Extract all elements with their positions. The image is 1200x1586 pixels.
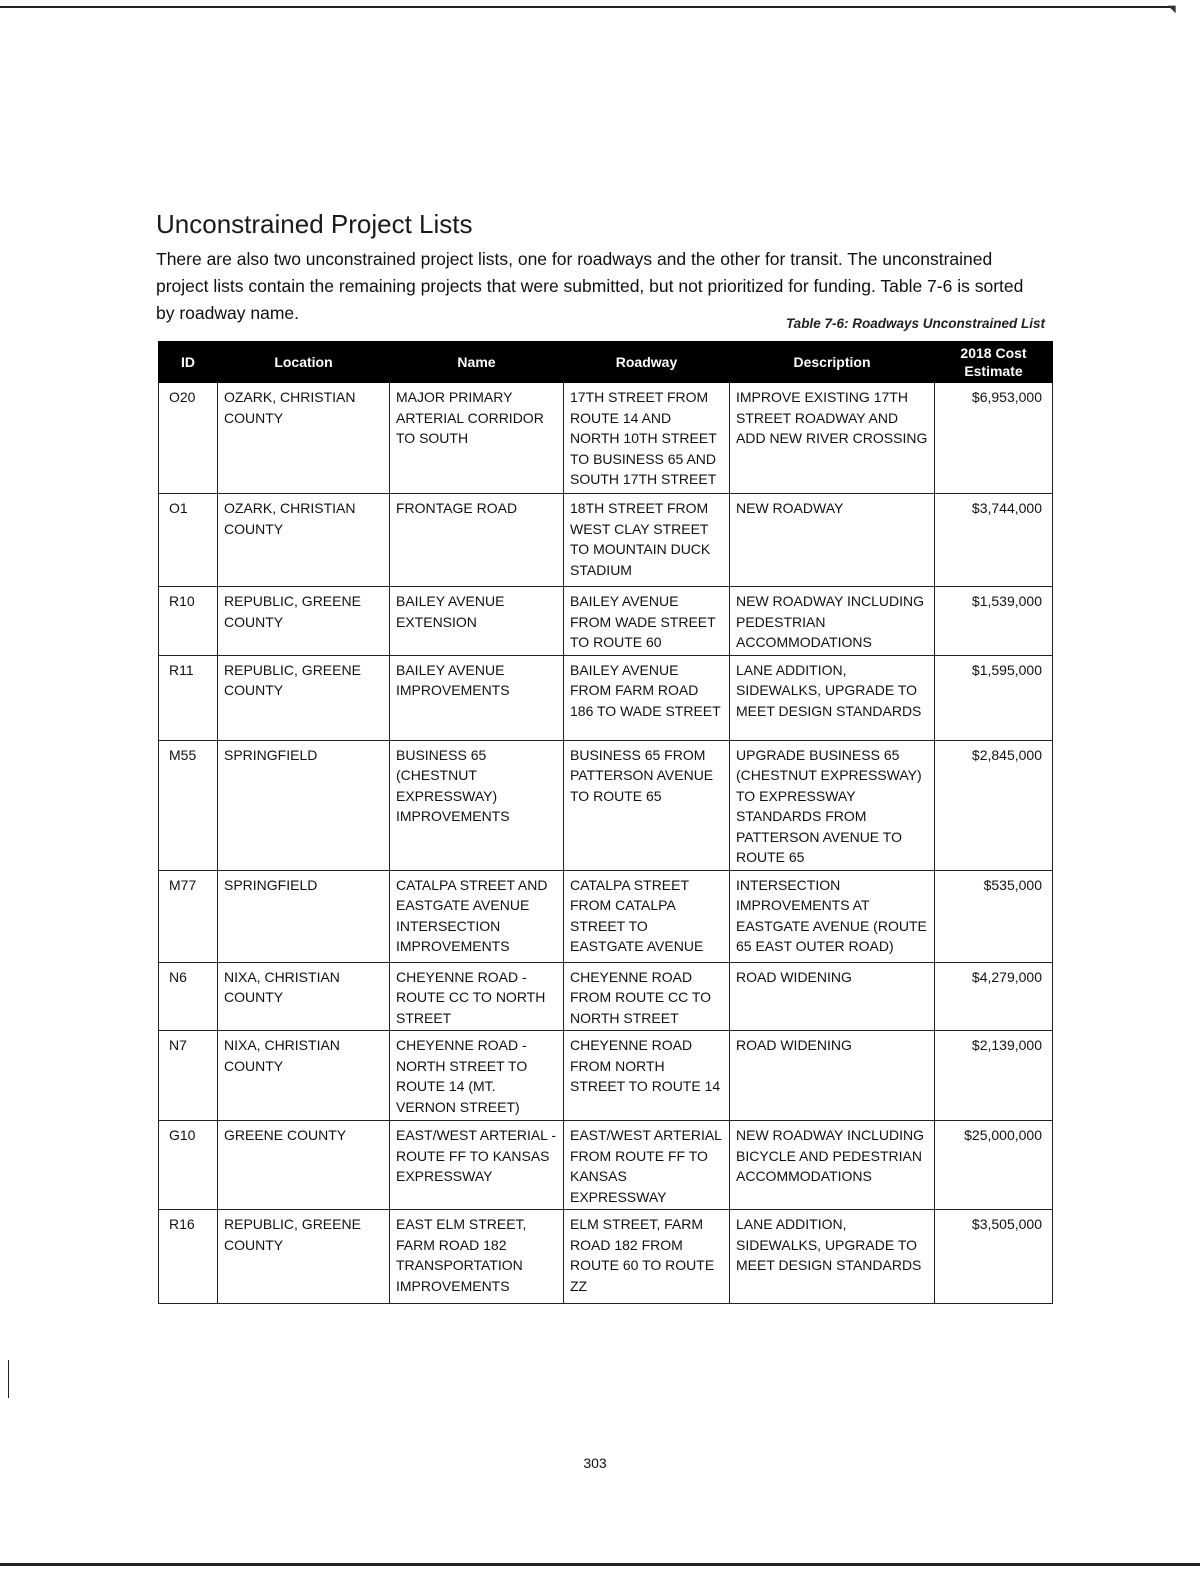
cell-cost: $2,845,000	[935, 740, 1053, 870]
cell-cost: $535,000	[935, 870, 1053, 962]
section-heading: Unconstrained Project Lists	[156, 209, 473, 239]
table-header-row	[159, 342, 1053, 383]
cell-name: CATALPA STREET AND EASTGATE AVENUE INTERSECTION IMPROVEMENTS	[390, 870, 564, 962]
header-roadway: Roadway	[564, 342, 730, 383]
cell-name: BAILEY AVENUE EXTENSION	[390, 587, 564, 656]
cell-location: SPRINGFIELD	[218, 740, 390, 870]
cell-roadway: 18TH STREET FROM WEST CLAY STREET TO MOUNTAIN DUCK STADIUM	[564, 494, 730, 587]
cell-description: INTERSECTION IMPROVEMENTS AT EASTGATE AVENUE (ROUTE 65 EAST OUTER ROAD)	[730, 870, 935, 962]
cell-id: M77	[159, 870, 218, 962]
page-number: 303	[583, 1455, 607, 1471]
table-row	[159, 1210, 1053, 1304]
cell-cost: $1,539,000	[935, 587, 1053, 656]
cell-roadway: CHEYENNE ROAD FROM ROUTE CC TO NORTH STREET	[564, 962, 730, 1031]
cell-description: NEW ROADWAY INCLUDING BICYCLE AND PEDESTRIAN ACCOMMODATIONS	[730, 1121, 935, 1210]
cell-name: EAST/WEST ARTERIAL - ROUTE FF TO KANSAS EXPRESSWAY	[390, 1121, 564, 1210]
cell-cost: $4,279,000	[935, 962, 1053, 1031]
table-row	[159, 655, 1053, 740]
cell-id: O20	[159, 383, 218, 494]
cell-name: EAST ELM STREET, FARM ROAD 182 TRANSPORTATION IMPROVEMENTS	[390, 1210, 564, 1304]
cell-location: OZARK, CHRISTIAN COUNTY	[218, 383, 390, 494]
cell-roadway: CHEYENNE ROAD FROM NORTH STREET TO ROUTE 14	[564, 1031, 730, 1121]
table-row	[159, 494, 1053, 587]
roadways-unconstrained-table	[158, 341, 1053, 1304]
cell-cost: $6,953,000	[935, 383, 1053, 494]
table-row	[159, 962, 1053, 1031]
header-name: Name	[390, 342, 564, 383]
cell-location: NIXA, CHRISTIAN COUNTY	[218, 962, 390, 1031]
cell-location: GREENE COUNTY	[218, 1121, 390, 1210]
cell-name: FRONTAGE ROAD	[390, 494, 564, 587]
cell-id: R16	[159, 1210, 218, 1304]
cell-name: BUSINESS 65 (CHESTNUT EXPRESSWAY) IMPROVEMENTS	[390, 740, 564, 870]
cell-roadway: ELM STREET, FARM ROAD 182 FROM ROUTE 60 TO ROUTE ZZ	[564, 1210, 730, 1304]
corner-scan-mark: ◥	[1168, 4, 1176, 15]
cell-cost: $3,505,000	[935, 1210, 1053, 1304]
cell-location: REPUBLIC, GREENE COUNTY	[218, 587, 390, 656]
table-row	[159, 383, 1053, 494]
cell-description: ROAD WIDENING	[730, 1031, 935, 1121]
cell-description: NEW ROADWAY INCLUDING PEDESTRIAN ACCOMMODATIONS	[730, 587, 935, 656]
cell-description: LANE ADDITION, SIDEWALKS, UPGRADE TO MEET DESIGN STANDARDS	[730, 655, 935, 740]
top-scan-rule	[0, 6, 1172, 8]
cell-name: MAJOR PRIMARY ARTERIAL CORRIDOR TO SOUTH	[390, 383, 564, 494]
cell-roadway: BAILEY AVENUE FROM WADE STREET TO ROUTE 60	[564, 587, 730, 656]
cell-id: G10	[159, 1121, 218, 1210]
cell-cost: $2,139,000	[935, 1031, 1053, 1121]
cell-name: CHEYENNE ROAD - NORTH STREET TO ROUTE 14 (MT. VERNON STREET)	[390, 1031, 564, 1121]
table-row	[159, 587, 1053, 656]
cell-id: N6	[159, 962, 218, 1031]
cell-cost: $3,744,000	[935, 494, 1053, 587]
cell-roadway: 17TH STREET FROM ROUTE 14 AND NORTH 10TH STREET TO BUSINESS 65 AND SOUTH 17TH STREET	[564, 383, 730, 494]
margin-scan-mark	[8, 1360, 9, 1398]
cell-roadway: CATALPA STREET FROM CATALPA STREET TO EASTGATE AVENUE	[564, 870, 730, 962]
cell-roadway: BUSINESS 65 FROM PATTERSON AVENUE TO ROUTE 65	[564, 740, 730, 870]
intro-paragraph: There are also two unconstrained project lists, one for roadways and the other for transit. The unconstrained project lists contain the remaining projects that were submitted, but not prioritized for funding. Table 7-6 is sorted by roadway name.	[156, 249, 1024, 323]
table-caption: Table 7-6: Roadways Unconstrained List	[785, 316, 1045, 331]
header-id: ID	[159, 342, 218, 383]
cell-cost: $25,000,000	[935, 1121, 1053, 1210]
header-cost-estimate: 2018 Cost Estimate	[935, 342, 1053, 383]
bottom-scan-rule	[0, 1563, 1200, 1566]
cell-location: OZARK, CHRISTIAN COUNTY	[218, 494, 390, 587]
header-location: Location	[218, 342, 390, 383]
cell-id: M55	[159, 740, 218, 870]
cell-description: NEW ROADWAY	[730, 494, 935, 587]
table-row	[159, 1121, 1053, 1210]
cell-id: N7	[159, 1031, 218, 1121]
cell-name: CHEYENNE ROAD - ROUTE CC TO NORTH STREET	[390, 962, 564, 1031]
cell-location: REPUBLIC, GREENE COUNTY	[218, 1210, 390, 1304]
cell-id: R11	[159, 655, 218, 740]
cell-description: UPGRADE BUSINESS 65 (CHESTNUT EXPRESSWAY) TO EXPRESSWAY STANDARDS FROM PATTERSON AVENUE TO ROUTE 65	[730, 740, 935, 870]
cell-location: REPUBLIC, GREENE COUNTY	[218, 655, 390, 740]
cell-description: LANE ADDITION, SIDEWALKS, UPGRADE TO MEET DESIGN STANDARDS	[730, 1210, 935, 1304]
cell-roadway: EAST/WEST ARTERIAL FROM ROUTE FF TO KANSAS EXPRESSWAY	[564, 1121, 730, 1210]
header-description: Description	[730, 342, 935, 383]
cell-description: ROAD WIDENING	[730, 962, 935, 1031]
table-row	[159, 1031, 1053, 1121]
table-row	[159, 740, 1053, 870]
cell-name: BAILEY AVENUE IMPROVEMENTS	[390, 655, 564, 740]
cell-location: SPRINGFIELD	[218, 870, 390, 962]
cell-cost: $1,595,000	[935, 655, 1053, 740]
cell-location: NIXA, CHRISTIAN COUNTY	[218, 1031, 390, 1121]
cell-id: O1	[159, 494, 218, 587]
table-row	[159, 870, 1053, 962]
cell-description: IMPROVE EXISTING 17TH STREET ROADWAY AND ADD NEW RIVER CROSSING	[730, 383, 935, 494]
cell-roadway: BAILEY AVENUE FROM FARM ROAD 186 TO WADE STREET	[564, 655, 730, 740]
cell-id: R10	[159, 587, 218, 656]
